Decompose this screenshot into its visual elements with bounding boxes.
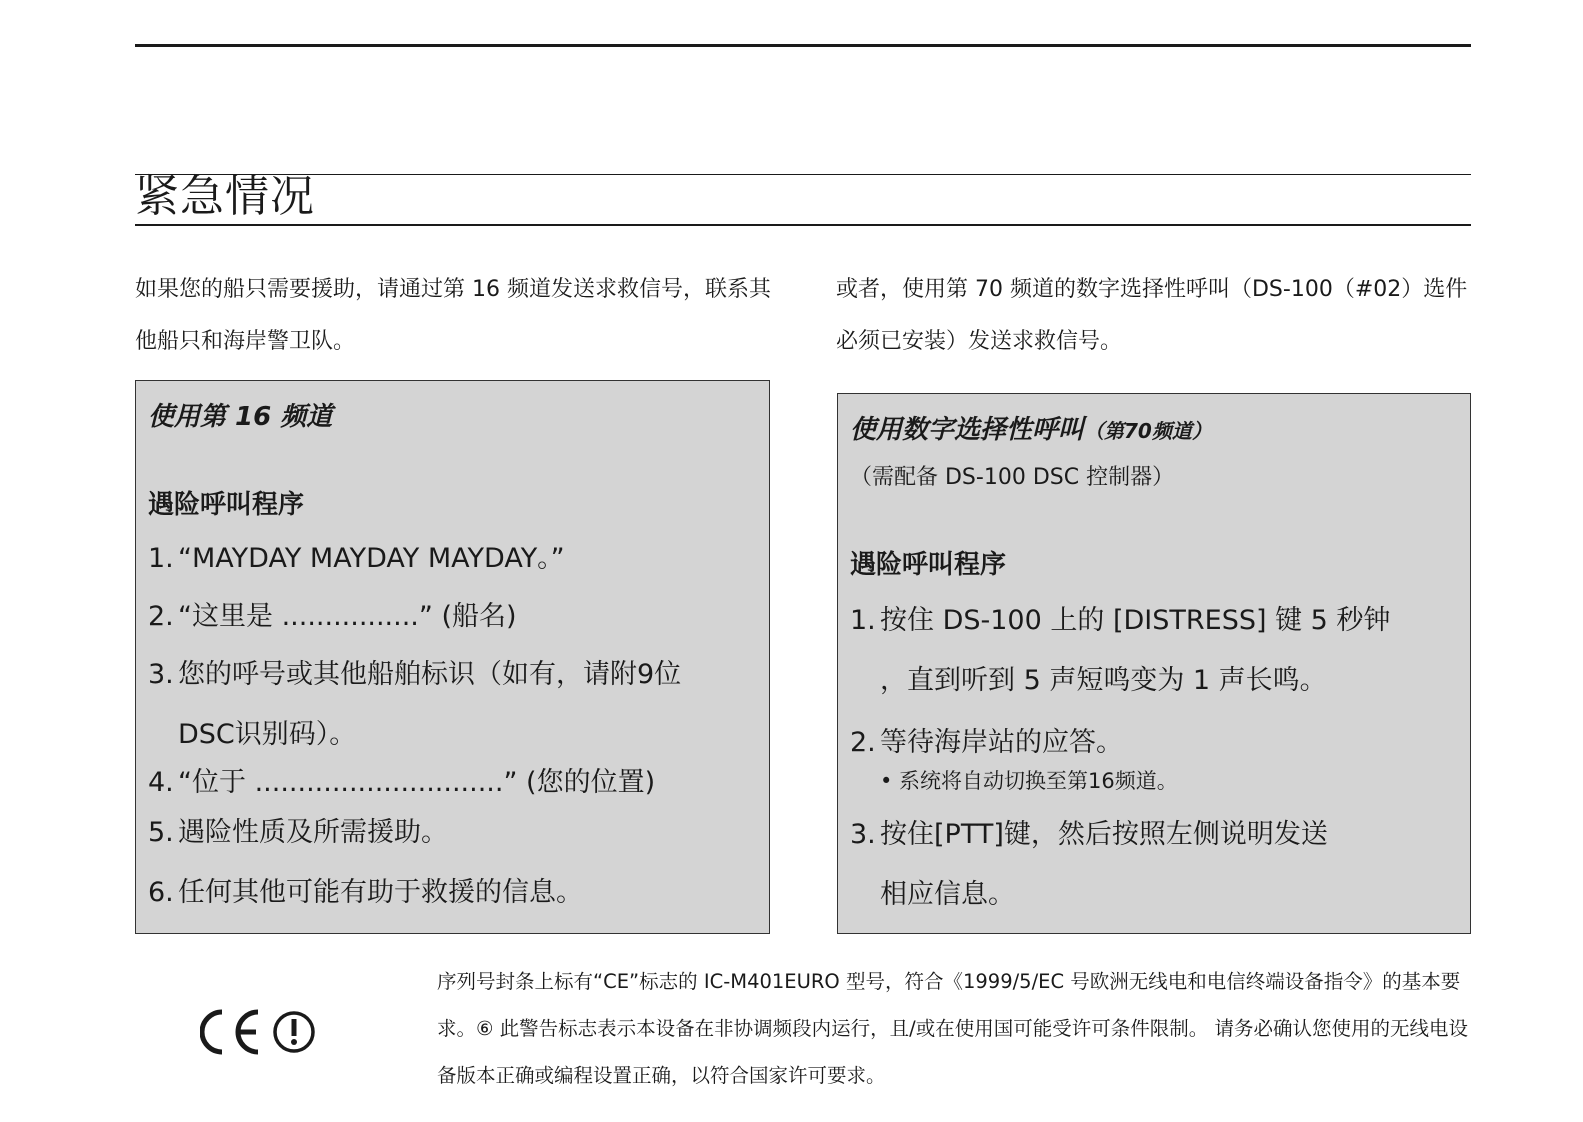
step-continuation: DSC识别码）。	[178, 719, 357, 750]
compliance-text: 序列号封条上标有“CE”标志的 IC-M401EURO 型号，符合《1999/5/EC 号欧洲无线电和电信终端设备指令》的基本要求。⑥ 此警告标志表示本设备在非协调频段内运行，且/或在使用国可能受许可条件限制。 请务必确认您使用的无线电设备版本正确或编程设置正确，以符合国家许可要求。	[437, 970, 1468, 1087]
step-number: 4.	[148, 767, 174, 798]
list-item	[850, 603, 1458, 725]
list-item	[148, 599, 757, 657]
dsc-title-main: 使用数字选择性呼叫	[850, 415, 1085, 445]
step-text: “这里是 ................” (船名)	[178, 601, 517, 632]
list-item	[850, 725, 1458, 817]
intro-right: 或者，使用第 70 频道的数字选择性呼叫（DS-100（#02）选件必须已安装）发送求救信号。	[836, 277, 1468, 354]
step-text: 您的呼号或其他船舶标识（如有，请附9位	[178, 659, 682, 690]
step-continuation: 相应信息。	[880, 879, 1015, 910]
title-rule-bottom	[135, 224, 1471, 226]
top-rule	[135, 44, 1471, 47]
dsc-procedure-heading: 遇险呼叫程序	[850, 550, 1007, 580]
step-text: 等待海岸站的应答。	[880, 727, 1123, 758]
step-number: 2.	[148, 601, 174, 632]
title-rule-top	[135, 174, 1471, 175]
step-number: 5.	[148, 817, 174, 848]
dsc-box	[837, 393, 1471, 934]
step-text: “MAYDAY MAYDAY MAYDAY。”	[178, 543, 565, 574]
step-number: 1.	[148, 543, 174, 574]
step-number: 2.	[850, 727, 876, 758]
list-item	[850, 817, 1458, 913]
step-number: 3.	[850, 819, 876, 850]
step-number: 3.	[148, 659, 174, 690]
step-text: 遇险性质及所需援助。	[178, 817, 448, 848]
ce-alert-mark	[200, 1006, 320, 1058]
channel16-procedure-heading: 遇险呼叫程序	[148, 490, 305, 520]
step-text: 按住 DS-100 上的 [DISTRESS] 键 5 秒钟	[880, 605, 1391, 636]
section-title: 紧急情况	[135, 171, 315, 222]
step-text: 任何其他可能有助于救援的信息。	[178, 877, 583, 908]
list-item	[148, 541, 757, 599]
list-item	[148, 875, 757, 915]
step-number: 6.	[148, 877, 174, 908]
dsc-steps	[850, 603, 1458, 913]
step-text: “位于 .............................” (您的位置)	[178, 767, 656, 798]
list-item	[148, 657, 757, 765]
alert-icon	[275, 1013, 313, 1051]
intro-left: 如果您的船只需要援助，请通过第 16 频道发送求救信号，联系其他船只和海岸警卫队。	[135, 277, 771, 354]
step-continuation: ，直到听到 5 声短鸣变为 1 声长鸣。	[880, 665, 1327, 696]
step-text: 按住[PTT]键，然后按照左侧说明发送	[880, 819, 1328, 850]
step-bullet: • 系统将自动切换至第16频道。	[880, 769, 1178, 793]
channel16-steps	[148, 541, 757, 915]
channel16-title: 使用第 16 频道	[148, 402, 333, 432]
channel16-box	[135, 380, 770, 934]
step-number: 1.	[850, 605, 876, 636]
dsc-title-channel: （第70频道）	[1084, 419, 1212, 443]
list-item	[148, 815, 757, 875]
list-item	[148, 765, 757, 815]
dsc-title	[850, 412, 1458, 449]
ce-mark-logo	[202, 1012, 258, 1052]
dsc-subtitle: （需配备 DS-100 DSC 控制器）	[850, 465, 1175, 490]
